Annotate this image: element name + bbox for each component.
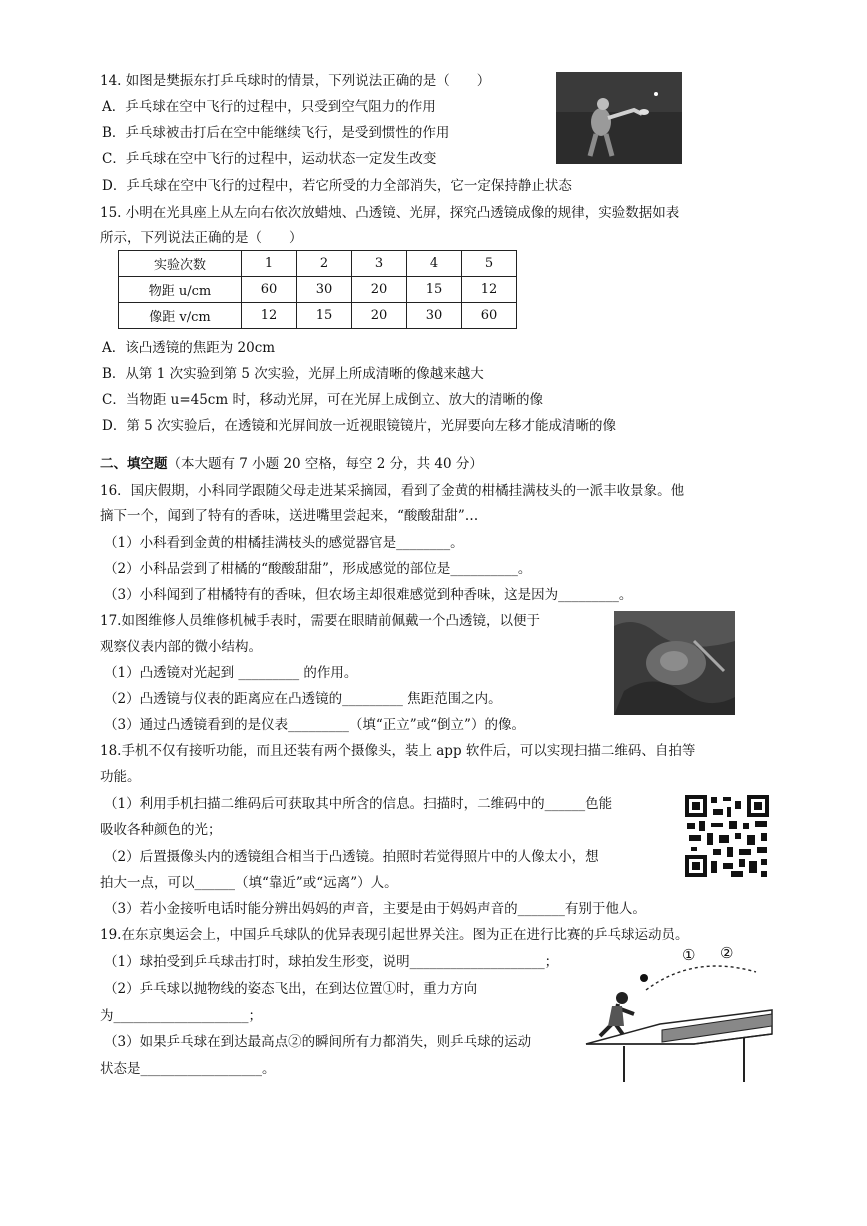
q19-sub2a: （2）乒乓球以抛物线的姿态飞出，在到达位置①时，重力方向	[104, 981, 478, 997]
qr-code-image	[683, 793, 771, 879]
q16-sub1: （1）小科看到金黄的柑橘挂满枝头的感觉器官是________。	[104, 535, 464, 551]
q16-sub3: （3）小科闻到了柑橘特有的香味，但农场主却很难感觉到种香味，这是因为_________。	[104, 587, 633, 603]
table-cell: 2	[297, 251, 352, 277]
q18-sub2a: （2）后置摄像头内的透镜组合相当于凸透镜。拍照时若觉得照片中的人像太小，想	[104, 849, 599, 865]
q18-sub1b: 吸收各种颜色的光；	[100, 822, 222, 838]
q16-sub2: （2）小科品尝到了柑橘的“酸酸甜甜”，形成感觉的部位是__________。	[104, 561, 532, 577]
q15-option-a: A．该凸透镜的焦距为 20cm	[102, 340, 276, 356]
experiment-data-table	[118, 250, 517, 329]
table-cell: 20	[352, 277, 407, 303]
table-cell: 物距 u/cm	[119, 277, 242, 303]
table-cell: 60	[242, 277, 297, 303]
q15-stem-line1: 15. 小明在光具座上从左向右依次放蜡烛、凸透镜、光屏，探究凸透镜成像的规律，实验数据如表	[100, 205, 680, 221]
table-cell: 1	[242, 251, 297, 277]
q19-sub3a: （3）如果乒乓球在到达最高点②的瞬间所有力都消失，则乒乓球的运动	[104, 1034, 532, 1050]
table-cell: 像距 v/cm	[119, 303, 242, 329]
q19-sub2b: 为____________________；	[100, 1008, 262, 1024]
watch-repair-photo	[614, 611, 735, 715]
table-row	[119, 303, 517, 329]
table-cell: 60	[462, 303, 517, 329]
section-note: （本大题有 7 小题 20 空格，每空 2 分，共 40 分）	[167, 456, 483, 472]
table-cell: 5	[462, 251, 517, 277]
table-cell: 30	[297, 277, 352, 303]
q17-sub3: （3）通过凸透镜看到的是仪表_________（填“正立”或“倒立”）的像。	[104, 717, 525, 733]
q15-option-b: B．从第 1 次实验到第 5 次实验，光屏上所成清晰的像越来越大	[102, 366, 484, 382]
table-cell: 30	[407, 303, 462, 329]
q14-stem: 14. 如图是樊振东打乒乓球时的情景，下列说法正确的是（ ）	[100, 73, 491, 89]
q14-option-b: B．乒乓球被击打后在空中能继续飞行，是受到惯性的作用	[102, 125, 450, 141]
table-cell: 3	[352, 251, 407, 277]
table-cell: 20	[352, 303, 407, 329]
table-row	[119, 277, 517, 303]
q15-stem-line2: 所示，下列说法正确的是（ ）	[100, 230, 303, 246]
q16-line1: 16．国庆假期，小科同学跟随父母走进某采摘园，看到了金黄的柑橘挂满枝头的一派丰收景象。他	[100, 483, 685, 499]
q14-option-c: C．乒乓球在空中飞行的过程中，运动状态一定发生改变	[102, 151, 437, 167]
q19-sub3b: 状态是__________________。	[100, 1061, 276, 1077]
q18-sub2b: 拍大一点，可以______（填“靠近”或“远离”）人。	[100, 875, 398, 891]
q17-sub1: （1）凸透镜对光起到 _________ 的作用。	[104, 665, 358, 681]
table-cell: 4	[407, 251, 462, 277]
q18-sub3: （3）若小金接听电话时能分辨出妈妈的声音，主要是由于妈妈声音的_______有别于他人。	[104, 901, 646, 917]
table-cell: 12	[462, 277, 517, 303]
q15-option-c: C．当物距 u=45cm 时，移动光屏，可在光屏上成倒立、放大的清晰的像	[102, 392, 543, 408]
section-title: 二、填空题	[100, 456, 168, 472]
q18-line2: 功能。	[100, 769, 141, 785]
table-tennis-photo	[556, 72, 682, 164]
table-cell: 12	[242, 303, 297, 329]
q14-option-a: A．乒乓球在空中飞行的过程中，只受到空气阻力的作用	[102, 99, 436, 115]
q15-option-d: D．第 5 次实验后，在透镜和光屏间放一近视眼镜镜片，光屏要向左移才能成清晰的像	[102, 418, 616, 434]
table-cell: 实验次数	[119, 251, 242, 277]
table-cell: 15	[297, 303, 352, 329]
q17-sub2: （2）凸透镜与仪表的距离应在凸透镜的_________ 焦距范围之内。	[104, 691, 502, 707]
q16-line2: 摘下一个，闻到了特有的香味，送进嘴里尝起来，“酸酸甜甜”…	[100, 508, 479, 524]
q17-line2: 观察仪表内部的微小结构。	[100, 639, 262, 655]
table-tennis-diagram	[584, 944, 774, 1084]
table-row	[119, 251, 517, 277]
section-heading	[100, 455, 483, 473]
q19-sub1: （1）球拍受到乒乓球击打时，球拍发生形变，说明____________________；	[104, 954, 559, 970]
table-cell: 15	[407, 277, 462, 303]
q18-sub1a: （1）利用手机扫描二维码后可获取其中所含的信息。扫描时，二维码中的______色能	[104, 796, 613, 812]
position-label-1: ①	[682, 946, 696, 964]
q17-line1: 17.如图维修人员维修机械手表时，需要在眼睛前佩戴一个凸透镜，以便于	[100, 613, 540, 629]
q18-line1: 18.手机不仅有接听功能，而且还装有两个摄像头，装上 app 软件后，可以实现扫描二维码、自拍等	[100, 743, 696, 759]
q19-line1: 19.在东京奥运会上，中国乒乓球队的优异表现引起世界关注。图为正在进行比赛的乒乓球运动员。	[100, 927, 689, 943]
q14-option-d: D．乒乓球在空中飞行的过程中，若它所受的力全部消失，它一定保持静止状态	[102, 178, 572, 194]
position-label-2: ②	[720, 944, 734, 962]
